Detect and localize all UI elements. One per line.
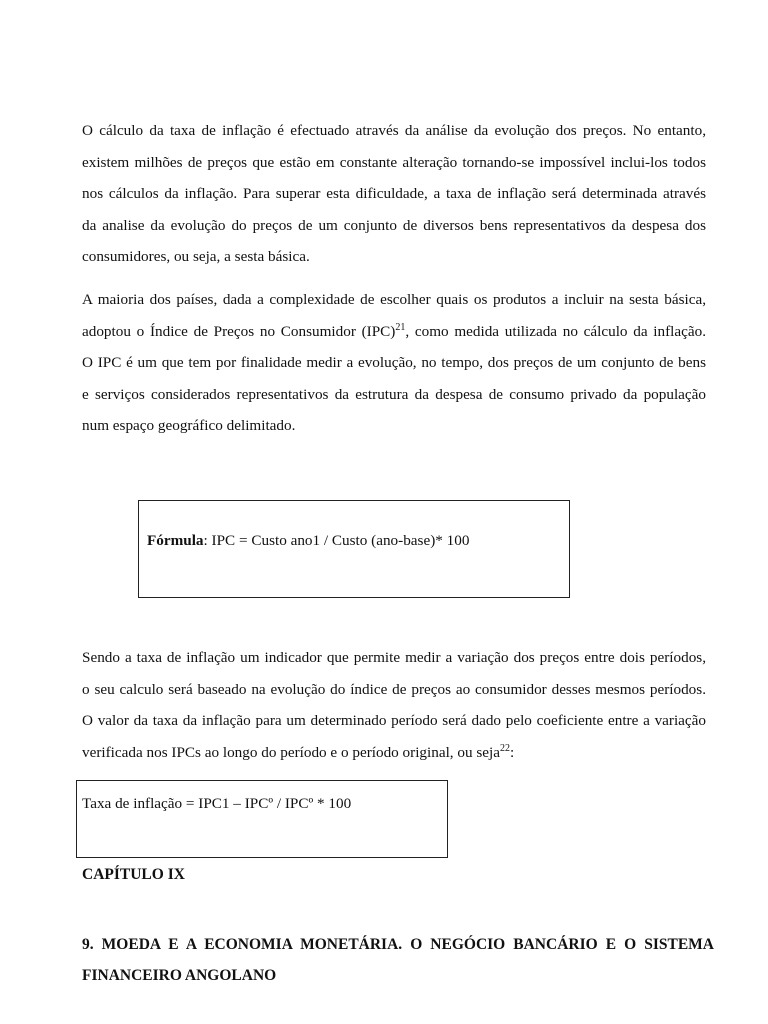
inflation-rate-formula-box	[76, 780, 448, 858]
line-text: :	[509, 743, 515, 761]
paragraph-line	[82, 316, 706, 348]
paragraph-line: O valor da taxa da inflação para um determinado período será dado pelo coeficiente entre a variação	[82, 712, 706, 729]
paragraph-line: da analise da evolução do preços de um conjunto de diversos bens representativos da despesa dos	[82, 216, 706, 234]
paragraph-line: consumidores, ou seja, a sesta básica.	[82, 248, 310, 265]
paragraph-line: o seu calculo será baseado na evolução do índice de preços ao consumidor desses mesmos períodos.	[82, 680, 706, 698]
paragraph-line: e serviços considerados representativos da estrutura da despesa de consumo privado da população	[82, 385, 706, 403]
section-heading-line: 9. MOEDA E A ECONOMIA MONETÁRIA. O NEGÓCIO BANCÁRIO E O SISTEMA	[82, 936, 714, 953]
paragraph-line: existem milhões de preços que estão em constante alteração tornando-se impossível inclui-los todos	[82, 153, 706, 171]
formula-label: Fórmula	[147, 532, 204, 549]
ipc-formula-box	[138, 500, 570, 598]
section-heading-line: FINANCEIRO ANGOLANO	[82, 967, 277, 984]
ipc-formula	[147, 532, 469, 550]
footnote-ref-21[interactable]: 21	[395, 321, 406, 333]
chapter-heading: CAPÍTULO IX	[82, 866, 185, 883]
footnote-ref-22[interactable]: 22	[499, 742, 510, 754]
paragraph-inflation-rate	[82, 642, 706, 768]
line-text: verificada nos IPCs ao longo do período e o período original, ou seja	[82, 743, 500, 761]
paragraph-line: O cálculo da taxa de inflação é efectuado através da análise da evolução dos preços. No entanto,	[82, 122, 706, 139]
formula-text: : IPC = Custo ano1 / Custo (ano-base)* 100	[203, 532, 470, 549]
line-text: adoptou o Índice de Preços no Consumidor (IPC)	[82, 322, 396, 340]
paragraph-line: num espaço geográfico delimitado.	[82, 417, 296, 434]
section-heading	[82, 929, 714, 991]
paragraph-line	[82, 737, 706, 769]
paragraph-line: A maioria dos países, dada a complexidade de escolher quais os produtos a incluir na sesta básica,	[82, 291, 706, 308]
paragraph-line: O IPC é um que tem por finalidade medir a evolução, no tempo, dos preços de um conjunto de bens	[82, 354, 706, 371]
paragraph-line: Sendo a taxa de inflação um indicador que permite medir a variação dos preços entre dois períodos,	[82, 649, 706, 666]
paragraph-inflation-calculation	[82, 115, 706, 273]
paragraph-ipc-definition	[82, 284, 706, 442]
line-text: , como medida utilizada no cálculo da inflação.	[405, 322, 706, 340]
paragraph-line: nos cálculos da inflação. Para superar esta dificuldade, a taxa de inflação será determinada através	[82, 185, 706, 202]
inflation-rate-formula: Taxa de inflação = IPC1 – IPCº / IPCº * 100	[82, 795, 352, 812]
